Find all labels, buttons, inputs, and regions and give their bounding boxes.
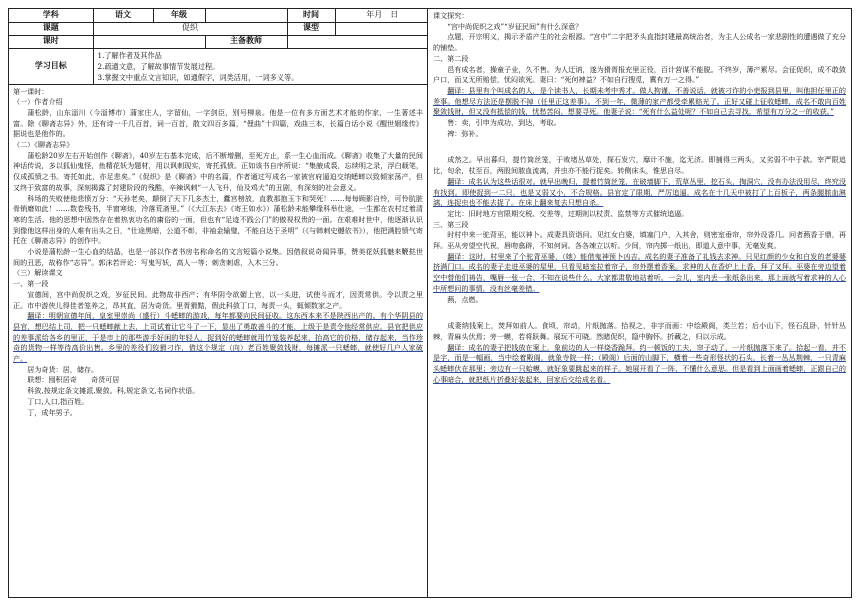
- header-row-3: [9, 35, 428, 48]
- classical-text: 邑有成名者，操童子业，久不售。为人迂讷，遂为猾胥报充里正役，百计营谋不能脱。不终岁，薄产累尽。会征促织，成不敢敛户口，而又无所赔偿，忧闷欲死。妻曰：“死何裨益？不如自行搜觅，冀有万一之得。”: [433, 64, 846, 85]
- paragraph: 蒲松龄，山东淄川（今淄博市）蒲家庄人，字留仙，一字剑臣，别号柳泉。他是一位有多方面艺术才能的作家，一生著述丰富。除《聊斋志异》外，还有诗一千几百首，词一百首，散文四百多篇，“俚曲”十四篇，戏曲三本，长篇白话小说《醒世姻缘传》据说也是他作的。: [13, 107, 423, 139]
- note: 裨：弥补。: [447, 128, 483, 138]
- classical-text: 宣德间，宫中尚促织之戏，岁征民间。此物故非西产；有华阴令欲媚上官，以一头进，试使斗而才，因责常供。令以责之里正。市中游侠儿得佳者笼养之，昂其直，居为奇货。里胥猾黠，假此科敛丁口，每责一头，辄倾数家之产。: [13, 289, 423, 310]
- type-label: 课型: [287, 22, 335, 35]
- goals-row: [9, 48, 428, 84]
- section-heading: 课文探究：: [433, 11, 469, 20]
- subject-value: 语文: [93, 9, 153, 22]
- translation: 翻译：成名认为这些话很对。就早出晚归，提着竹筒丝笼，在破墙脚下，荒草丛里，挖石头，掏洞穴，没有办法没用尽，终究没有找到。即使捉到一二只，也是又弱又小，不合规格。县官定了限期，严厉追逼，成名在十几天中被打了上百板子，两条腿脓血淋漓，连捉虫也不能去捉了。在床上翻来复去只想自杀。: [433, 176, 846, 208]
- goals-label: 学习目标: [9, 48, 93, 84]
- note: 居为奇货：居，储存。: [27, 364, 99, 374]
- topic-label: 课题: [9, 22, 93, 35]
- topic-value: 促织: [93, 22, 287, 35]
- goals-list: [93, 48, 428, 84]
- header-row-1: [9, 9, 428, 22]
- subject-label: 学科: [9, 9, 93, 22]
- grade-value: [205, 9, 287, 22]
- translation: 翻译：明朝宣德年间，皇室里崇尚（盛行）斗蟋蟀的游戏，每年都要向民间征收。这东西本来不是陕西出产的。有个华阴县的县官，想巴结上司，把一只蟋蟀献上去，上司试着让它斗了一下，显出了勇敢善斗的才能，上级于是责令他经常供应。县官把供应的差事派给各乡的里正，于是市上的那些游手好闲的年轻人，捉到好的蟋蟀就用竹笼装养起来，抬高它的价格，储存起来，当作珍奇的货物一样等待高价出售。乡里的差役们狡猾刁诈，借这个规定（向）老百姓聚敛钱财，每摊派一只蟋蟀，就使好几户人家破产。: [13, 311, 423, 364]
- time-value: 年月 日: [335, 9, 428, 22]
- section-heading: 一、第一段: [13, 279, 49, 289]
- section-heading: （一）作者介绍: [13, 97, 63, 107]
- note: 丁口,人口,指百姓。: [27, 396, 89, 406]
- section-heading: 二、第二段: [433, 53, 469, 63]
- goal-item: 1.了解作者及其作品: [97, 50, 162, 60]
- section-heading: （三）解读课文: [13, 268, 63, 278]
- right-column: [428, 8, 852, 598]
- goal-item: 2.疏通文意，了解故事情节发展过程。: [97, 61, 220, 71]
- goal-item: 3.掌握文中重点文言知识，如通假字，词类活用，一词多义等。: [97, 72, 299, 82]
- header-row-2: [9, 22, 428, 35]
- note: 售：卖，引申为成功，到达，考取。: [447, 118, 561, 128]
- classical-text: 成妻纳钱案上，焚拜如前人。食顷，帘动，片纸抛落。拾视之，非字而画：中绘殿阁，类兰若；后小山下，怪石乱卧，针针丛棘，青麻头伏焉；旁一蟆，若将跃舞。展玩不可晓。然睹促织，隐中胸怀。折藏之，归以示成。: [433, 321, 846, 341]
- grade-label: 年级: [153, 9, 205, 22]
- classical-text: 时村中来一驼背巫，能以神卜。成妻具资诣问。见红女白婆，填塞门户，入其舍，则密室垂帘，帘外设香几。问者爇香于鼎，再拜。巫从旁望空代祝，唇吻翕辟，不知何词。各各竦立以听。少间，帘内掷一纸出，即道人意中事，无毫发爽。: [433, 230, 846, 251]
- question: “宫中尚促织之戏”“岁征民间”有什么深意？: [447, 21, 583, 31]
- left-body: [9, 85, 427, 419]
- hours-value: [93, 35, 205, 48]
- hours-label: 课时: [9, 35, 93, 48]
- paragraph: 科场的失败使他悲愤万分：“天孙老矣，颠倒了天下几多杰士，蠹宫榜放，直教那抱玉卞和哭死！……每每顾影自怜，可怜肮脏骨销磨如此！……数卷残书，半窗寒烛，冷落荒斋里。”（《大江东去》《寄王如水》）蒲松龄未能攀缘科举仕途，一生都在农村过着清寒的生活。他的思想中固然存在着热衷功名的庸俗的一面，但也有“足迹不践公门”的傲视权贵的一面。在艰难时世中，他逐渐认识到像他这样出身的人难有出头之日，“仕途黑暗，公道不彰，非袖金输璧，不能自达于圣明”（《与韩刺史樾依书》），他把满腔愤气寄托在《聊斋志异》的创作中。: [13, 193, 423, 246]
- classical-text: 成然之。早出暮归，提竹筒丝笼，于败堵丛草处，探石发穴，靡计不施，迄无济。即捕得三两头，又劣弱不中于款。宰严限追比，旬余，杖至百，两股间脓血流离，并虫亦不能行捉矣。转侧床头，惟思自尽。: [433, 155, 846, 176]
- left-column: [8, 8, 428, 598]
- teacher-value: [287, 35, 428, 48]
- note: 丁，成年男子。: [27, 407, 77, 417]
- note: 联想：囤积居奇 奇货可居: [27, 375, 120, 385]
- translation: 翻译：这时，村里来了个驼背巫婆，（她）能借鬼神预卜凶吉。成名的妻子准备了礼钱去求神。只见红颜的少女和白发的老婆婆挤满门口。成名的妻子走进巫婆的屋里，只看见暗室拉着帘子，帘外摆着香案。求神的人在香炉上上香，拜了又拜。巫婆在旁边望着空中替他们祷告，嘴唇一张一合，不知在说些什么。大家都肃敬地站着听。一会儿，室内丢一张纸条出来，那上面就写着求神的人心中所想问的事情，没有丝毫差错。: [433, 251, 846, 293]
- header-table: [9, 9, 428, 85]
- translation: 翻译：县里有个叫成名的人，是个读书人，长期未考中秀才。做人拘谨，不善说话，就被刁诈的小吏报到县里，叫他担任里正的差事。他想尽方法还是摆脱不掉（任里正这差事）。不到一年，微薄的家产都受牵累赔光了。正好又碰上征收蟋蟀，成名不敢向百姓聚敛钱财，但又没有抵偿的钱，忧愁苦闷，想要寻死。他妻子说：“死有什么益处呢？不如自己去寻找，希望有万分之一的收获。”: [433, 85, 846, 117]
- note: 科敛,按规定条文摊派,聚敛。科,规定条文,名词作状语。: [27, 386, 200, 396]
- note: 爇，点燃。: [447, 294, 483, 304]
- spacer: [433, 139, 846, 155]
- time-label: 时间: [287, 9, 335, 22]
- answer: 点题，开宗明义，揭示矛盾产生的社会根源。“宫中”二字把矛头直指封建最高统治者，为主人公成名一家悲剧性的遭遇做了充分的铺垫。: [433, 32, 846, 53]
- section-heading: 三、第三段: [433, 219, 469, 229]
- lesson-section-heading: 第一课时：: [13, 86, 49, 96]
- translation: 翻译：成名的妻子把钱放在案上，象前边的人一样烧香跪拜。约一顿饭的工夫，帘子动了，一片纸抛落下来了。拾起一看，并不是字，而是一幅画，当中绘着殿阁，就象寺院一样；（殿阁）后面的山脚下，横着一些奇形怪状的石头，长着一丛丛荆棘，一只青麻头蟋蟀伏在那里；旁边有一只蛤蟆，就好象要跳起来的样子。她展开看了一阵，不懂什么意思。但是看到上面画着蟋蟀，正跟自己的心事暗合，就把纸片折叠好装起来，回家后交给成名看。: [433, 342, 846, 384]
- lesson-plan-page: [8, 8, 852, 600]
- paragraph: 小说是蒲松龄一生心血的结晶，也是一部以作者书房名称命名的文言短篇小说集。因借叙说奇闻异事，赞美花妖狐魅来鞭挞世间的丑恶，故称作“志异”。郭沫若评论：写鬼写妖，高人一等；刺贪刺虐，入木三分。: [13, 247, 423, 267]
- right-body: [428, 9, 851, 386]
- note: 定比：旧时地方官限期交税、交差等，过期则以杖责、监禁等方式催统追逼。: [447, 208, 689, 218]
- paragraph: 蒲松龄20岁左右开始创作《聊斋》，40岁左右基本完成，后不断增删，至死方止，系一生心血而成。《聊斋》收集了大量的民间神话传说，多以狐仙鬼怪，鱼精花妖为题材，用以讽刺现实，寄托孤愤。正如该书自序所说：“集腋成裘，忘续明之录，浮白载笔，仅成孤愤之书。寄托如此，亦足悲矣。”《促织》是《聊斋》中的名篇，作者通过写成名一家被官府逼迫交纳蟋蟀以致倾家荡产，但又终于致富的故事，深刻揭露了封建阶段的残酷，辛辣讽刺“一人飞升，仙及鸡犬”的丑剧，有深刻的社会意义。: [13, 150, 423, 192]
- spacer: [433, 305, 846, 321]
- type-value: [335, 22, 428, 35]
- section-heading: （二）《聊斋志异》: [13, 140, 74, 150]
- teacher-label: 主备教师: [205, 35, 287, 48]
